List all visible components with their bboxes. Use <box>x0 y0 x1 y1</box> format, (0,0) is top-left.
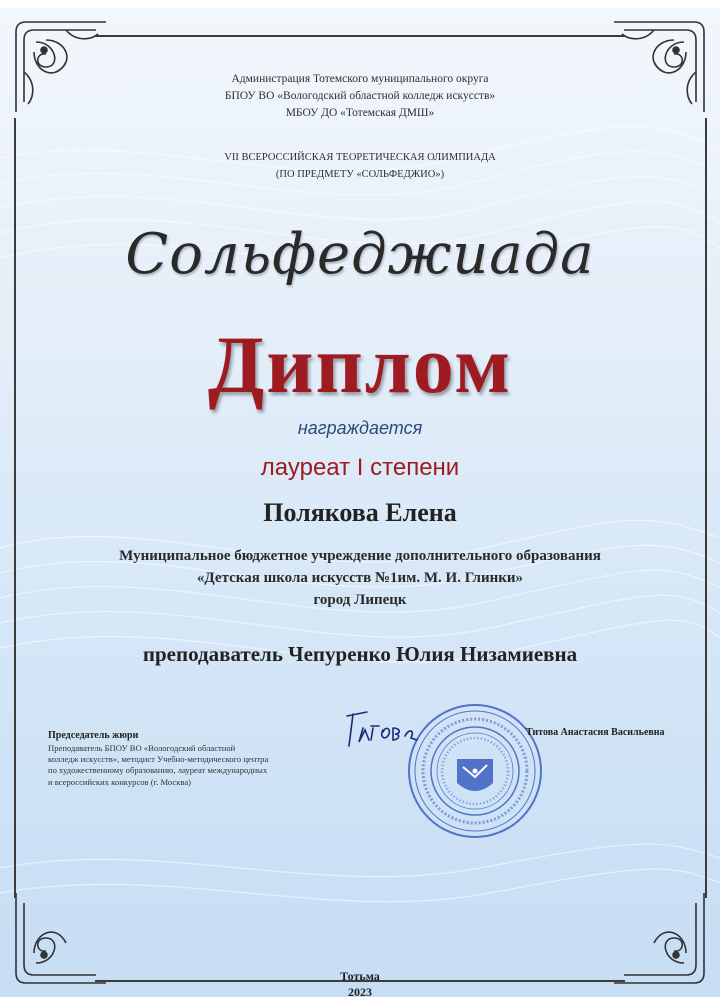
diploma-sheet <box>0 8 720 997</box>
corner-ornament-top-right <box>604 12 714 122</box>
jury-description-line: по художественному образованию, лауреат международных <box>48 765 268 776</box>
header-line-1: Администрация Тотемского муниципального округа <box>231 73 489 85</box>
recipient-name: Полякова Елена <box>263 498 457 527</box>
jury-description-line: и всероссийских конкурсов (г. Москва) <box>48 776 192 787</box>
jury-chair-title: Председатель жюри <box>48 730 139 741</box>
header-line-2: БПОУ ВО «Вологодский областной колледж искусств» <box>224 90 496 102</box>
jury-description-line: колледж искусств», методист Учебно-методического центра <box>48 754 269 765</box>
awarded-text: награждается <box>297 418 423 438</box>
organization-line-1: Муниципальное бюджетное учреждение дополнительного образования <box>119 548 601 564</box>
chair-signature <box>345 706 430 756</box>
document-title: Диплом <box>207 319 513 410</box>
jury-description-line: Преподаватель БПОУ ВО «Вологодский областной <box>48 743 236 753</box>
organization-line-3: город Липецк <box>313 592 407 608</box>
frame-top-line <box>95 35 625 37</box>
footer-city: Тотьма <box>340 969 380 983</box>
corner-ornament-top-left <box>6 12 116 122</box>
laureate-text: лауреат I степени <box>260 454 460 481</box>
jury-chair-name: Титова Анастасия Васильевна <box>526 727 665 738</box>
jury-chair-description <box>48 743 328 788</box>
teacher-line: преподаватель Чепуренко Юлия Низамиевна <box>142 642 578 666</box>
organization-line-2: «Детская школа искусств №1им. М. И. Глинки» <box>196 570 524 586</box>
footer-year: 2023 <box>348 985 372 997</box>
olympiad-line-2: (ПО ПРЕДМЕТУ «СОЛЬФЕДЖИО») <box>275 169 445 180</box>
olympiad-line-1: VII ВСЕРОССИЙСКАЯ ТЕОРЕТИЧЕСКАЯ ОЛИМПИАДА <box>224 152 496 163</box>
header-line-3: МБОУ ДО «Тотемская ДМШ» <box>285 107 435 119</box>
title-script: Сольфеджиада <box>125 222 595 287</box>
